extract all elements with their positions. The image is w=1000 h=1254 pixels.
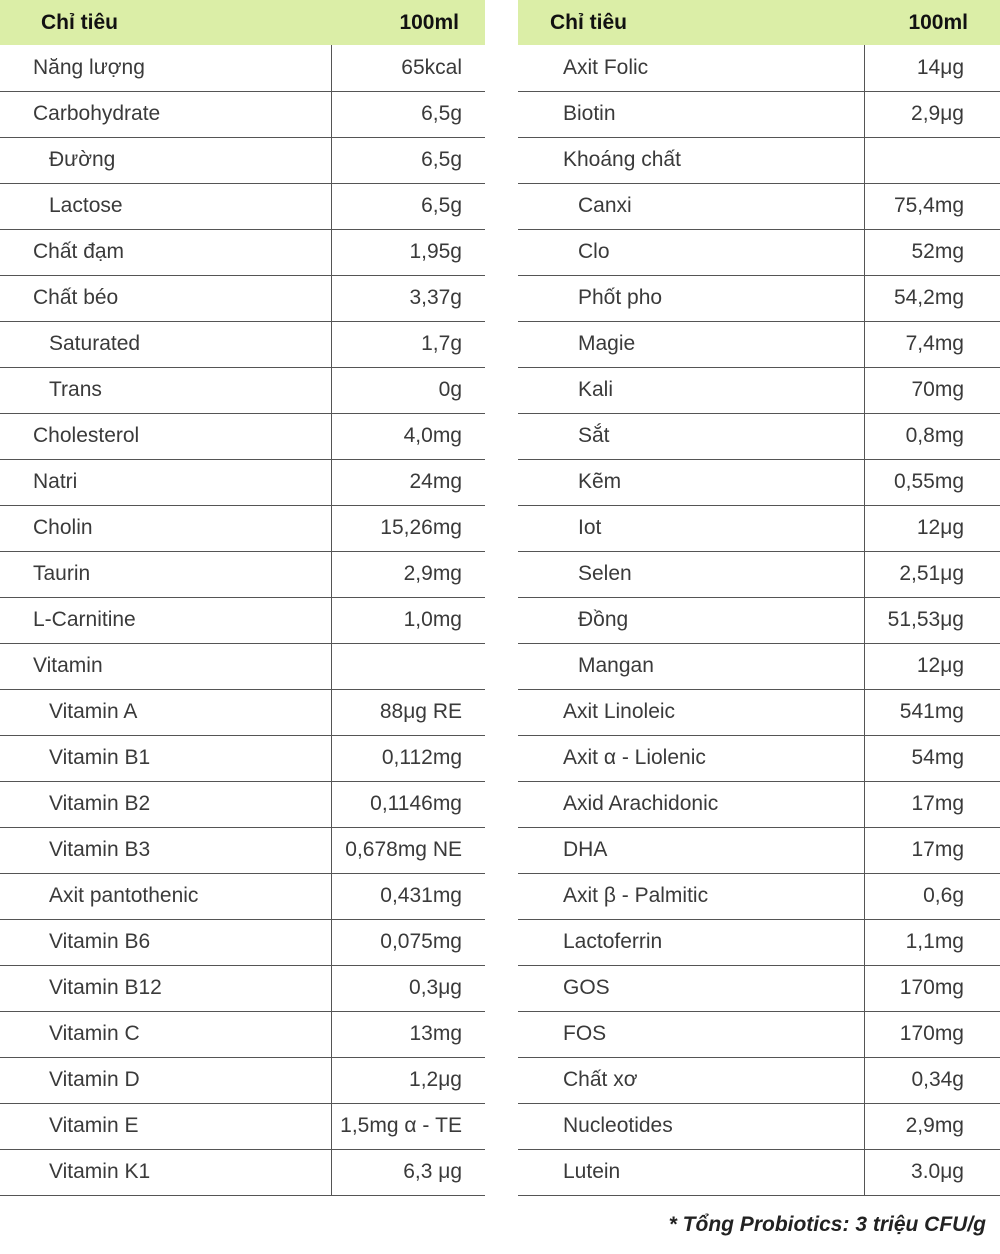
- table-header: [0, 0, 485, 45]
- nutrient-name: Vitamin B1: [0, 735, 332, 781]
- nutrient-value: 0g: [332, 367, 486, 413]
- nutrient-name: Natri: [0, 459, 332, 505]
- nutrient-value: [332, 643, 486, 689]
- table-row: [0, 873, 485, 919]
- nutrient-value: 3,37g: [332, 275, 486, 321]
- nutrient-name: DHA: [518, 827, 865, 873]
- nutrient-name: Đường: [0, 137, 332, 183]
- table-row: [0, 1057, 485, 1103]
- nutrient-value: 52mg: [865, 229, 1000, 275]
- table-row: [0, 367, 485, 413]
- table-row: [0, 183, 485, 229]
- nutrient-name: Vitamin A: [0, 689, 332, 735]
- table-row: [0, 1103, 485, 1149]
- nutrient-name: Carbohydrate: [0, 91, 332, 137]
- table-row: [0, 321, 485, 367]
- nutrient-name: Đồng: [518, 597, 865, 643]
- nutrient-name: Canxi: [518, 183, 865, 229]
- table-row: [0, 919, 485, 965]
- nutrient-value: 17mg: [865, 827, 1000, 873]
- nutrient-value: 70mg: [865, 367, 1000, 413]
- table-row: [518, 735, 1000, 781]
- nutrient-value: 2,9mg: [865, 1103, 1000, 1149]
- nutrient-value: 0,075mg: [332, 919, 486, 965]
- nutrient-name: Vitamin B12: [0, 965, 332, 1011]
- nutrition-table-left: [0, 0, 485, 1196]
- nutrient-name: Axit pantothenic: [0, 873, 332, 919]
- table-row: [0, 551, 485, 597]
- table-row: [0, 1149, 485, 1195]
- table-row: [518, 965, 1000, 1011]
- table-row: [0, 45, 485, 91]
- nutrient-name: Chất béo: [0, 275, 332, 321]
- nutrient-name: Cholin: [0, 505, 332, 551]
- nutrient-value: 0,3μg: [332, 965, 486, 1011]
- table-row: [0, 735, 485, 781]
- nutrient-value: 6,5g: [332, 137, 486, 183]
- nutrient-name: Nucleotides: [518, 1103, 865, 1149]
- table-row: [518, 1011, 1000, 1057]
- nutrient-value: 24mg: [332, 459, 486, 505]
- nutrient-name: Kali: [518, 367, 865, 413]
- table-row: [518, 827, 1000, 873]
- nutrient-value: 3.0μg: [865, 1149, 1000, 1195]
- table-row: [518, 643, 1000, 689]
- probiotics-footnote: * Tổng Probiotics: 3 triệu CFU/g: [668, 1213, 986, 1236]
- table-row: [518, 505, 1000, 551]
- nutrient-value: 88μg RE: [332, 689, 486, 735]
- nutrient-name: Kẽm: [518, 459, 865, 505]
- nutrient-value: 1,0mg: [332, 597, 486, 643]
- nutrient-value: 7,4mg: [865, 321, 1000, 367]
- table-row: [518, 689, 1000, 735]
- table-row: [518, 459, 1000, 505]
- table-row: [0, 643, 485, 689]
- nutrient-name: Vitamin K1: [0, 1149, 332, 1195]
- table-row: [0, 275, 485, 321]
- nutrient-name: Sắt: [518, 413, 865, 459]
- nutrient-name: Chất đạm: [0, 229, 332, 275]
- table-row: [0, 781, 485, 827]
- nutrient-value: 0,678mg NE: [332, 827, 486, 873]
- table-row: [518, 275, 1000, 321]
- nutrient-value: 12μg: [865, 505, 1000, 551]
- nutrient-name: Taurin: [0, 551, 332, 597]
- nutrient-value: 541mg: [865, 689, 1000, 735]
- table-row: [0, 505, 485, 551]
- nutrient-value: 6,5g: [332, 183, 486, 229]
- nutrient-value: 65kcal: [332, 45, 486, 91]
- header-value: 100ml: [399, 10, 459, 34]
- nutrient-name: Lactose: [0, 183, 332, 229]
- table-row: [518, 1103, 1000, 1149]
- table-row: [0, 413, 485, 459]
- nutrient-name: Vitamin E: [0, 1103, 332, 1149]
- nutrient-value: 170mg: [865, 965, 1000, 1011]
- table-row: [0, 597, 485, 643]
- nutrition-table-right: [518, 0, 1000, 1196]
- nutrient-name: Chất xơ: [518, 1057, 865, 1103]
- nutrient-value: 0,55mg: [865, 459, 1000, 505]
- nutrient-name: Khoáng chất: [518, 137, 865, 183]
- nutrient-value: 0,431mg: [332, 873, 486, 919]
- table-row: [518, 1149, 1000, 1195]
- nutrient-value: 13mg: [332, 1011, 486, 1057]
- header-value: 100ml: [908, 10, 968, 34]
- table-row: [518, 229, 1000, 275]
- table-row: [518, 781, 1000, 827]
- nutrient-value: 1,5mg α - TE: [332, 1103, 486, 1149]
- table-row: [0, 459, 485, 505]
- table-row: [518, 919, 1000, 965]
- nutrient-name: FOS: [518, 1011, 865, 1057]
- nutrient-name: Lactoferrin: [518, 919, 865, 965]
- nutrient-name: Axit β - Palmitic: [518, 873, 865, 919]
- table-row: [518, 183, 1000, 229]
- nutrient-value: 54mg: [865, 735, 1000, 781]
- table-row: [0, 965, 485, 1011]
- nutrient-value: 14μg: [865, 45, 1000, 91]
- table-row: [518, 45, 1000, 91]
- table-row: [0, 689, 485, 735]
- nutrient-value: 0,34g: [865, 1057, 1000, 1103]
- nutrient-name: Magie: [518, 321, 865, 367]
- nutrient-name: Axid Arachidonic: [518, 781, 865, 827]
- nutrient-value: 4,0mg: [332, 413, 486, 459]
- nutrient-value: 6,3 μg: [332, 1149, 486, 1195]
- nutrient-name: Lutein: [518, 1149, 865, 1195]
- nutrient-name: L-Carnitine: [0, 597, 332, 643]
- nutrient-name: Trans: [0, 367, 332, 413]
- nutrient-value: 1,7g: [332, 321, 486, 367]
- table-row: [518, 367, 1000, 413]
- nutrient-name: Biotin: [518, 91, 865, 137]
- nutrient-value: 17mg: [865, 781, 1000, 827]
- nutrient-name: Năng lượng: [0, 45, 332, 91]
- nutrient-name: Phốt pho: [518, 275, 865, 321]
- nutrient-value: 6,5g: [332, 91, 486, 137]
- table-row: [0, 91, 485, 137]
- table-row: [518, 413, 1000, 459]
- nutrient-name: GOS: [518, 965, 865, 1011]
- nutrient-value: 1,2μg: [332, 1057, 486, 1103]
- nutrient-value: 0,1146mg: [332, 781, 486, 827]
- nutrient-value: 170mg: [865, 1011, 1000, 1057]
- table-row: [518, 137, 1000, 183]
- table-header: [518, 0, 1000, 45]
- nutrient-value: 0,112mg: [332, 735, 486, 781]
- nutrient-value: 12μg: [865, 643, 1000, 689]
- nutrient-value: 0,6g: [865, 873, 1000, 919]
- nutrient-name: Vitamin B3: [0, 827, 332, 873]
- nutrient-name: Vitamin: [0, 643, 332, 689]
- table-row: [0, 1011, 485, 1057]
- table-row: [518, 91, 1000, 137]
- table-row: [0, 137, 485, 183]
- nutrient-value: 2,9mg: [332, 551, 486, 597]
- nutrient-name: Axit Linoleic: [518, 689, 865, 735]
- nutrient-name: Axit α - Liolenic: [518, 735, 865, 781]
- nutrient-value: 0,8mg: [865, 413, 1000, 459]
- header-name: Chỉ tiêu: [550, 10, 627, 34]
- nutrient-value: 1,95g: [332, 229, 486, 275]
- table-row: [518, 873, 1000, 919]
- nutrient-value: 51,53μg: [865, 597, 1000, 643]
- nutrient-name: Vitamin B6: [0, 919, 332, 965]
- nutrient-value: 75,4mg: [865, 183, 1000, 229]
- table-row: [518, 321, 1000, 367]
- nutrient-value: 2,51μg: [865, 551, 1000, 597]
- nutrient-value: 15,26mg: [332, 505, 486, 551]
- nutrient-name: Vitamin B2: [0, 781, 332, 827]
- nutrient-name: Iot: [518, 505, 865, 551]
- table-row: [0, 229, 485, 275]
- nutrient-name: Saturated: [0, 321, 332, 367]
- nutrient-value: 2,9μg: [865, 91, 1000, 137]
- nutrient-name: Axit Folic: [518, 45, 865, 91]
- nutrient-name: Vitamin D: [0, 1057, 332, 1103]
- nutrient-name: Cholesterol: [0, 413, 332, 459]
- nutrient-name: Mangan: [518, 643, 865, 689]
- header-name: Chỉ tiêu: [41, 10, 118, 34]
- table-row: [518, 1057, 1000, 1103]
- nutrient-name: Selen: [518, 551, 865, 597]
- nutrient-value: 54,2mg: [865, 275, 1000, 321]
- table-row: [518, 551, 1000, 597]
- nutrient-value: [865, 137, 1000, 183]
- nutrient-name: Vitamin C: [0, 1011, 332, 1057]
- nutrient-value: 1,1mg: [865, 919, 1000, 965]
- nutrient-name: Clo: [518, 229, 865, 275]
- table-row: [0, 827, 485, 873]
- table-row: [518, 597, 1000, 643]
